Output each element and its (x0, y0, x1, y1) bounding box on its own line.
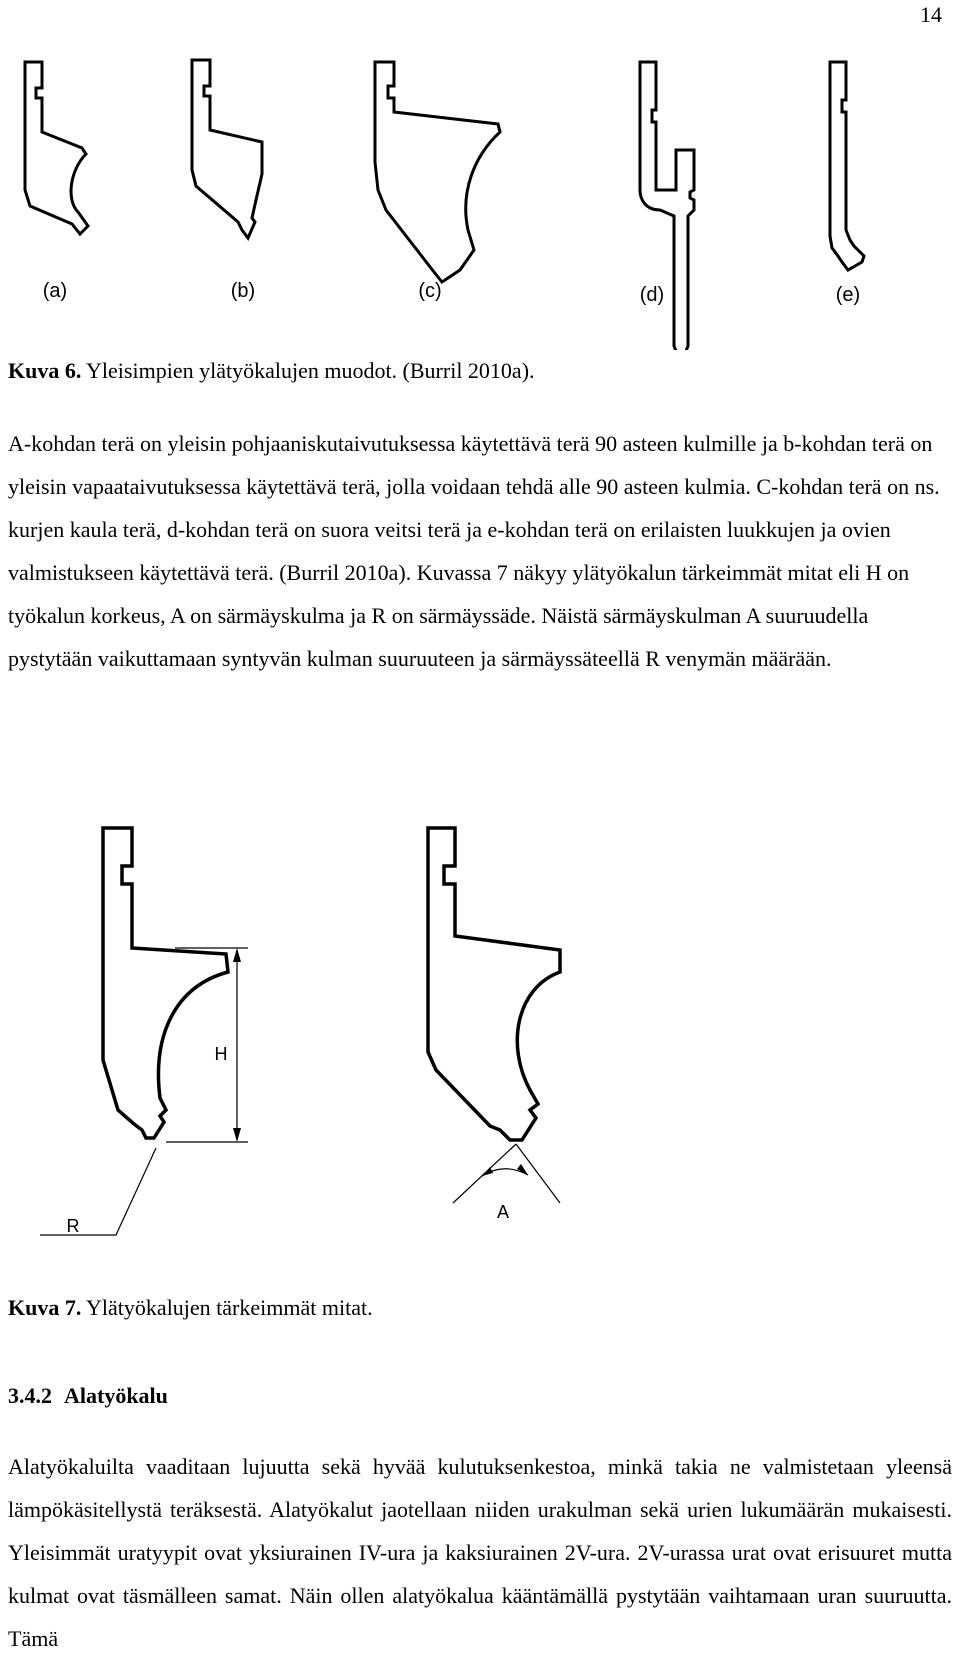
figure-6-tool-shapes (0, 50, 960, 350)
body-paragraph-2 (8, 1445, 952, 1660)
figure-7-caption-label: Kuva 7. (8, 1295, 82, 1320)
section-title: Alatyökalu (64, 1383, 168, 1408)
angle-A-arrow-left (482, 1167, 493, 1176)
dimension-H-arrow-bottom (233, 1128, 241, 1142)
dimension-H-label: H (214, 1044, 228, 1064)
tool-profile-right (428, 828, 560, 1140)
radius-R-leader (40, 1148, 156, 1235)
figure-6-caption-text: Yleisimpien ylätyökalujen muodot. (Burril 2010a). (86, 358, 535, 383)
section-heading (8, 1383, 180, 1409)
tool-profile-c (375, 62, 500, 282)
page-number: 14 (920, 2, 942, 27)
dimension-H-arrow-top (233, 948, 241, 962)
angle-A-label: A (496, 1202, 510, 1222)
tool-profile-a (25, 62, 88, 234)
figure-7-caption (8, 1295, 373, 1321)
figure-7-caption-text: Ylätyökalujen tärkeimmät mitat. (86, 1295, 373, 1320)
body-paragraph-2-text: Alatyökaluilta vaaditaan lujuutta sekä hyvää kulutuksenkestoa, minkä takia ne valmistetaan yleensä lämpökäsitellystä teräksestä. Alatyökalut jaotellaan niiden urakulman sekä urien lukumäärän mukaisesti. Yleisimmät uratyypit ovat yksiurainen IV-ura ja kaksiurainen 2V-ura. 2V-urassa urat ovat erisuuret mutta kulmat ovat täsmälleen samat. Näin ollen alatyökalua kääntämällä pystytään vaihtamaan uran suuruutta. Tämä (8, 1454, 952, 1651)
figure-7-tool-dimensions (0, 820, 960, 1290)
figure-6-label-e: (e) (835, 284, 861, 306)
tool-profile-d (640, 62, 694, 350)
figure-6-caption (8, 358, 535, 384)
body-paragraph-1-text: A-kohdan terä on yleisin pohjaaniskutaivutuksessa käytettävä terä 90 asteen kulmille ja b-kohdan terä on yleisin vapaataivutuksessa käytettävä terä, jolla voidaan tehdä alle 90 asteen kulmia. C-kohdan terä on ns. kurjen kaula terä, d-kohdan terä on suora veitsi terä ja e-kohdan terä on erilaisten luukkujen ja ovien valmistukseen käytettävä terä. (Burril 2010a). Kuvassa 7 näkyy ylätyökalun tärkeimmät mitat eli H on työkalun korkeus, A on särmäyskulma ja R on särmäyssäde. Näistä särmäyskulman A suuruudella pystytään vaikuttamaan syntyvän kulman suuruuteen ja särmäyssäteellä R venymän määrään. (8, 431, 940, 671)
angle-A-arrow-right (517, 1164, 528, 1175)
figure-6-label-a: (a) (42, 280, 68, 302)
radius-R-label: R (66, 1216, 80, 1236)
tool-profile-left (103, 828, 228, 1138)
angle-A-right-line (516, 1144, 560, 1203)
section-number: 3.4.2 (8, 1383, 52, 1408)
figure-6-label-c: (c) (418, 280, 442, 302)
tool-profile-e (830, 62, 864, 270)
tool-profile-b (192, 60, 262, 238)
body-paragraph-1 (8, 422, 952, 680)
figure-6-label-b: (b) (230, 280, 256, 302)
figure-6-label-d: (d) (639, 284, 665, 306)
figure-6-caption-label: Kuva 6. (8, 358, 82, 383)
